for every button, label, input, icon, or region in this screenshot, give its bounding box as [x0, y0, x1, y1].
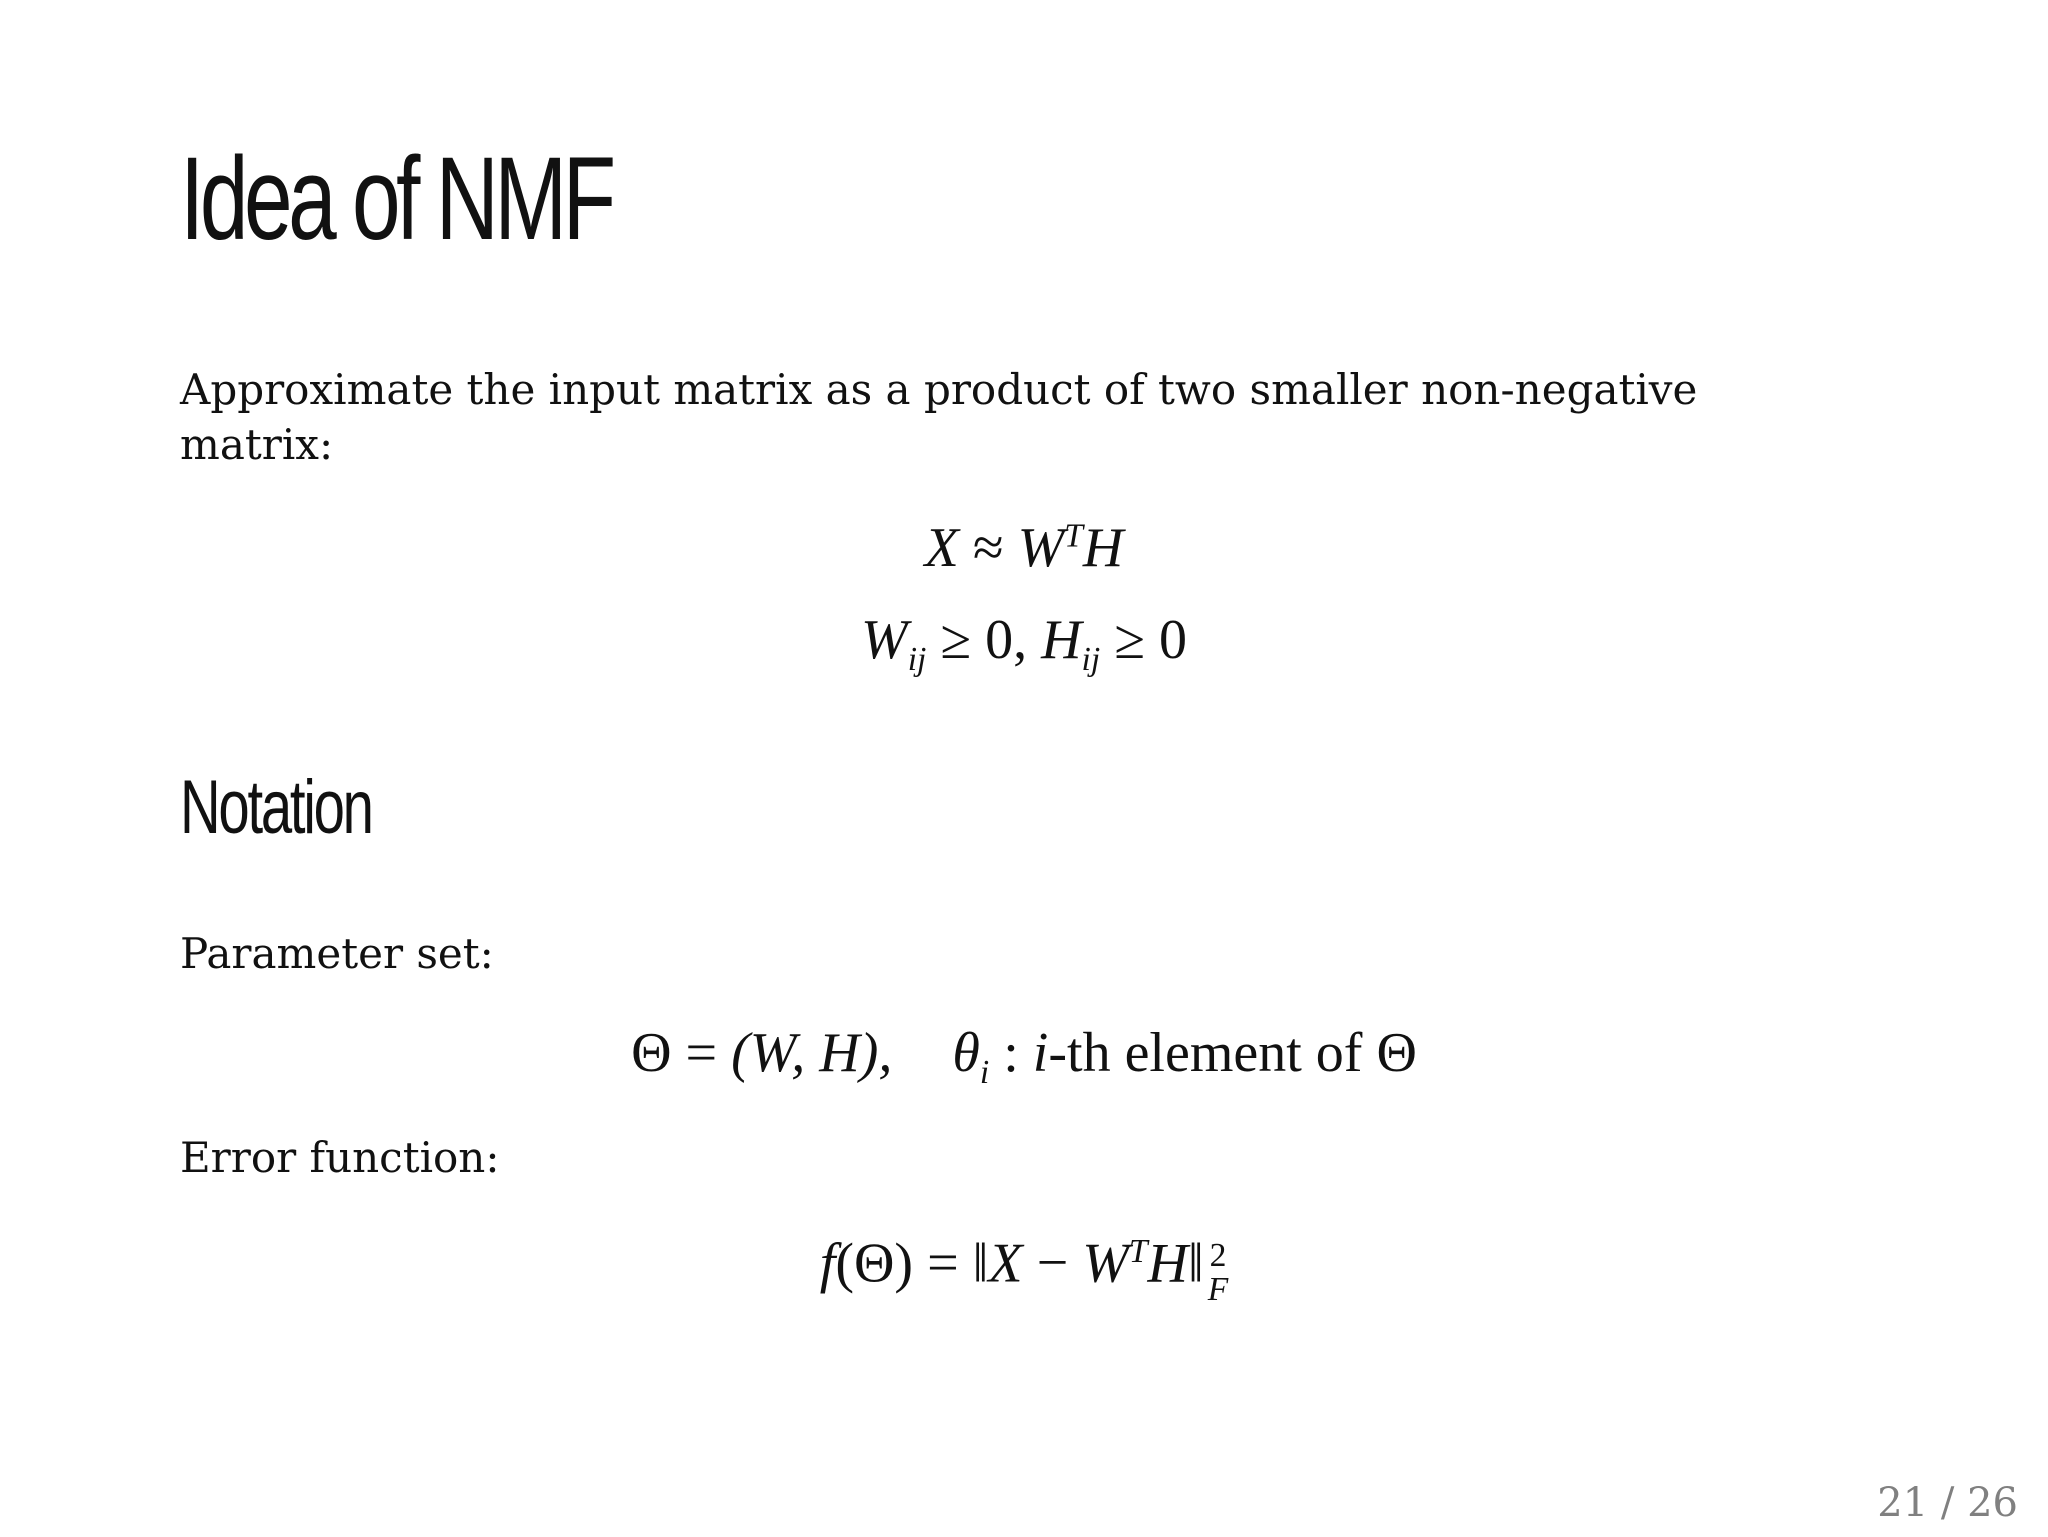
error-function-label: Error function: — [180, 1133, 500, 1182]
equation-error-function: f(Θ) = ‖X − $W^TH‖$ 2 F — [819, 1232, 1229, 1308]
equation-approximation: $X \approx W^TH$ — [924, 517, 1124, 579]
page-number: 21 / 26 — [1877, 1480, 2018, 1526]
section-heading: Notation — [180, 765, 372, 850]
intro-text: Approximate the input matrix as a product of two smaller non-negative matrix: — [180, 365, 1698, 469]
parameter-set-label: Parameter set: — [180, 929, 494, 978]
slide-title: Idea of NMF — [180, 133, 612, 265]
equation-parameter-set: Θ = (W, H), $\theta_i$ : i-th element of Θ — [631, 1022, 1417, 1092]
equation-nonnegativity: $W_{ij} \ge 0$, $H_{ij} \ge 0$ — [861, 609, 1187, 679]
